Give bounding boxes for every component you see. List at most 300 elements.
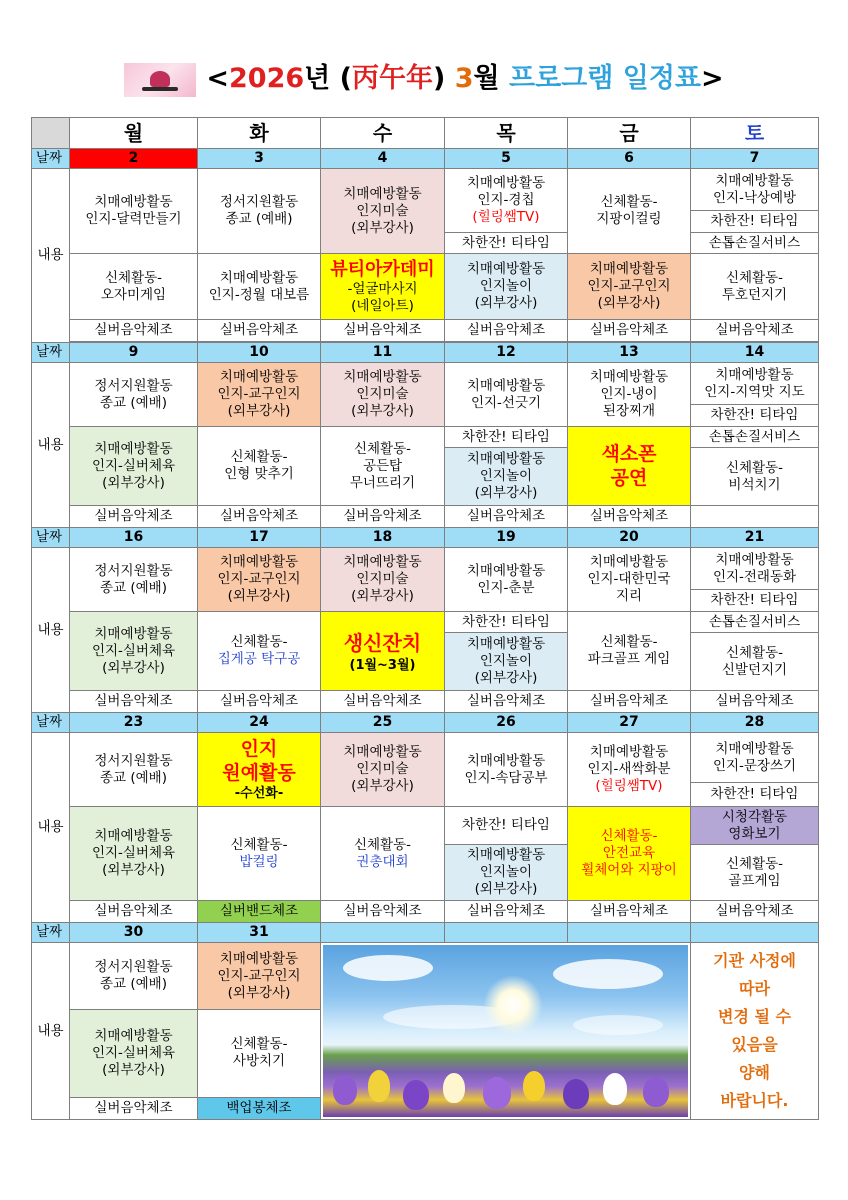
- program-text: 인지미술: [356, 761, 409, 777]
- date-cell: [691, 923, 819, 943]
- program-text: 치매예방활동: [466, 562, 546, 579]
- program-text: 종교 (예배): [100, 769, 167, 786]
- program-text: 인지-경칩: [477, 192, 535, 208]
- program-text: (외부강사): [474, 670, 538, 686]
- program-text: 신체활동-: [725, 459, 784, 476]
- date-label: 날짜: [32, 343, 70, 363]
- program-text: 색소폰: [601, 443, 657, 465]
- date-cell: 10: [198, 343, 321, 363]
- program-text: 뷰티아카데미: [330, 258, 435, 280]
- program-text: 손톱손질서비스: [708, 234, 801, 251]
- title-month: 3: [454, 63, 474, 94]
- program-cell: [321, 807, 445, 901]
- program-text: 치매예방활동: [219, 950, 299, 967]
- date-row: [32, 343, 819, 363]
- program-text: 권총대회: [356, 853, 409, 870]
- program-text: 치매예방활동: [94, 828, 173, 844]
- program-text: 인지-실버체육: [91, 642, 176, 659]
- date-cell: 4: [321, 149, 445, 169]
- program-text: 치매예방활동: [219, 269, 299, 286]
- date-cell: 12: [445, 343, 568, 363]
- date-cell: 23: [70, 713, 198, 733]
- weekday-header-row: [32, 118, 819, 149]
- date-cell: 26: [445, 713, 568, 733]
- program-cell: [568, 254, 691, 320]
- program-cell: [198, 807, 321, 901]
- date-cell: 13: [568, 343, 691, 363]
- program-text: 치매예방활동: [343, 744, 422, 760]
- program-text: 오자미게임: [100, 286, 167, 303]
- program-text: 차한잔! 티타임: [462, 234, 550, 251]
- program-text: (외부강사): [102, 659, 165, 676]
- program-cell: [691, 590, 819, 612]
- program-text: 신체활동-: [600, 194, 658, 210]
- program-cell: [70, 1010, 198, 1097]
- program-cell: [568, 427, 691, 506]
- program-text: 치매예방활동: [94, 625, 173, 642]
- program-text: 비석치기: [728, 476, 781, 493]
- music-cell: 실버음악체조: [568, 901, 691, 923]
- title-ganji: 丙午年: [351, 63, 433, 94]
- program-cell: [691, 783, 819, 807]
- program-cell: [445, 233, 568, 254]
- music-cell: 실버음악체조: [568, 320, 691, 342]
- content-label: 내용: [32, 548, 70, 713]
- weekday-fri: 금: [568, 118, 691, 149]
- program-cell: [691, 548, 819, 590]
- program-cell: [445, 807, 568, 845]
- program-text: 공연: [610, 467, 648, 489]
- program-cell: [691, 405, 819, 427]
- program-cell: [691, 211, 819, 233]
- program-cell: [691, 233, 819, 254]
- program-text: (외부강사): [102, 862, 165, 878]
- date-label: 날짜: [32, 528, 70, 548]
- program-text: 치매예방활동: [94, 440, 173, 457]
- program-text: (외부강사): [351, 403, 414, 419]
- program-text: 지리: [615, 588, 643, 604]
- program-text: (외부강사): [102, 474, 165, 491]
- program-text: 치매예방활동: [589, 369, 669, 385]
- schedule-table: [31, 117, 819, 1120]
- program-text: 치매예방활동: [715, 172, 794, 189]
- program-text: 휠체어와 지팡이: [581, 862, 677, 878]
- horse-logo-icon: [124, 63, 196, 97]
- program-text: 인형 맞추기: [224, 466, 294, 482]
- music-cell: 실버음악체조: [445, 691, 568, 713]
- program-text: 인지-대한민국: [587, 571, 671, 587]
- date-row: [32, 713, 819, 733]
- program-cell: [691, 363, 819, 405]
- music-cell: 실버음악체조: [321, 691, 445, 713]
- program-text: 신체활동-: [230, 449, 288, 465]
- notice-text: 바랍니다.: [720, 1091, 789, 1110]
- title-name: 프로그램 일정표: [509, 63, 701, 94]
- program-text: 종교 (예배): [100, 394, 167, 411]
- program-cell: [70, 733, 198, 807]
- notice-text: 있음을: [731, 1035, 778, 1054]
- program-text: 차한잔! 티타임: [710, 592, 799, 608]
- music-cell: 실버음악체조: [70, 506, 198, 528]
- program-cell: [568, 612, 691, 691]
- program-text: 치매예방활동: [343, 369, 422, 385]
- program-text: 신체활동-: [230, 1036, 288, 1053]
- program-text: (외부강사): [474, 485, 538, 501]
- program-text: 치매예방활동: [589, 554, 669, 570]
- program-cell: [691, 845, 819, 901]
- date-cell: 21: [691, 528, 819, 548]
- program-text: 안전교육: [602, 845, 656, 861]
- program-cell: [321, 548, 445, 612]
- program-cell: [321, 254, 445, 320]
- date-cell: [321, 923, 445, 943]
- program-text: 치매예방활동: [589, 261, 669, 277]
- music-cell: 실버음악체조: [198, 691, 321, 713]
- header-corner: [32, 118, 70, 149]
- program-text: 치매예방활동: [466, 847, 546, 863]
- program-cell: [198, 612, 321, 691]
- program-text: 인지-선긋기: [470, 394, 542, 411]
- program-cell: [568, 807, 691, 901]
- program-text: 치매예방활동: [466, 636, 546, 652]
- date-cell: 19: [445, 528, 568, 548]
- program-text: 차한잔! 티타임: [710, 213, 799, 229]
- program-text: 신발던지기: [721, 661, 788, 678]
- program-text: (외부강사): [227, 588, 291, 604]
- program-text: 치매예방활동: [589, 744, 669, 760]
- program-text: 된장찌개: [602, 403, 656, 419]
- program-cell: [321, 427, 445, 506]
- program-text: 인지-실버체육: [91, 845, 176, 861]
- date-row: [32, 528, 819, 548]
- program-cell: [445, 169, 568, 233]
- program-text: 인지-새싹화분: [587, 761, 671, 777]
- flower-field-image: [323, 945, 688, 1117]
- program-text: 정서지원활동: [94, 752, 173, 769]
- date-cell: 7: [691, 149, 819, 169]
- program-cell: [691, 612, 819, 633]
- program-text: 신체활동-: [600, 634, 658, 650]
- program-text: 신체활동-: [600, 828, 658, 844]
- program-text: 인지-냉이: [600, 386, 658, 402]
- program-text: 지팡이컬링: [596, 211, 662, 227]
- program-cell: [198, 427, 321, 506]
- program-text: 치매예방활동: [343, 185, 422, 202]
- program-cell: [691, 807, 819, 845]
- program-text: 종교 (예배): [225, 211, 293, 227]
- program-text: (외부강사): [351, 778, 414, 794]
- program-cell: [321, 169, 445, 254]
- program-text: 치매예방활동: [466, 451, 546, 467]
- program-text: 인지-교구인지: [217, 386, 301, 402]
- program-cell: [568, 363, 691, 427]
- program-cell: [198, 733, 321, 807]
- program-text: 인지-교구인지: [587, 278, 671, 294]
- program-text: 치매예방활동: [466, 377, 546, 394]
- title-bracket-open: <: [206, 63, 229, 94]
- program-text: 인지-실버체육: [91, 1044, 176, 1061]
- music-cell: 실버음악체조: [70, 901, 198, 923]
- program-text: 차한잔! 티타임: [462, 613, 550, 630]
- weekday-thu: 목: [445, 118, 568, 149]
- program-text: 영화보기: [728, 825, 781, 842]
- date-cell: 24: [198, 713, 321, 733]
- music-cell: 실버음악체조: [321, 901, 445, 923]
- program-cell: [445, 254, 568, 320]
- date-cell: 25: [321, 713, 445, 733]
- date-cell: 5: [445, 149, 568, 169]
- program-text: 치매예방활동: [715, 551, 794, 568]
- music-cell: 실버음악체조: [321, 320, 445, 342]
- program-text: 차한잔! 티타임: [462, 428, 550, 445]
- date-cell: 30: [70, 923, 198, 943]
- program-text: (힐링쌤TV): [595, 778, 663, 794]
- program-text: 집게공 탁구공: [217, 651, 301, 667]
- program-text: 치매예방활동: [219, 369, 299, 385]
- program-text: 차한잔! 티타임: [710, 407, 799, 423]
- program-text: 신체활동-: [725, 644, 784, 661]
- date-cell: 27: [568, 713, 691, 733]
- program-text: 치매예방활동: [466, 752, 546, 769]
- music-cell: 실버음악체조: [70, 320, 198, 342]
- program-text: 종교 (예배): [100, 579, 167, 596]
- program-text: 원예활동: [222, 762, 296, 784]
- program-text: (네일아트): [351, 297, 414, 314]
- program-cell: [198, 169, 321, 254]
- program-text: 차한잔! 티타임: [462, 817, 550, 833]
- program-text: 인지-춘분: [477, 579, 535, 596]
- program-text: 신체활동-: [353, 836, 412, 853]
- program-text: 인지-지역맛 지도: [704, 383, 805, 400]
- program-text: 무너뜨리기: [349, 474, 416, 491]
- music-cell: 백업봉체조: [198, 1097, 321, 1119]
- music-cell: 실버음악체조: [198, 506, 321, 528]
- program-text: 치매예방활동: [343, 554, 422, 570]
- program-cell: [198, 548, 321, 612]
- program-cell: [70, 612, 198, 691]
- program-text: 인지-전래동화: [712, 568, 797, 585]
- title-year: 2026: [229, 63, 305, 94]
- program-cell: [568, 169, 691, 254]
- program-cell: [445, 548, 568, 612]
- program-cell: [321, 612, 445, 691]
- program-text: 밥컬링: [239, 853, 279, 870]
- program-cell: [691, 169, 819, 211]
- program-text: 치매예방활동: [715, 366, 794, 383]
- weekday-tue: 화: [198, 118, 321, 149]
- notice-text: 기관 사정에: [713, 951, 796, 970]
- program-cell: [445, 733, 568, 807]
- program-text: 시청각활동: [721, 808, 788, 825]
- program-text: (외부강사): [474, 881, 538, 897]
- program-cell: [70, 169, 198, 254]
- program-text: (외부강사): [227, 403, 291, 419]
- program-cell: [445, 612, 568, 633]
- music-cell: [691, 506, 819, 528]
- program-text: 차한잔! 티타임: [710, 786, 799, 802]
- music-cell: 실버음악체조: [568, 506, 691, 528]
- program-text: 인지-속담공부: [464, 769, 548, 786]
- date-cell: 2: [70, 149, 198, 169]
- program-cell: [321, 363, 445, 427]
- program-text: (외부강사): [597, 295, 661, 311]
- program-text: 인지-교구인지: [217, 571, 301, 587]
- program-cell: [70, 548, 198, 612]
- program-text: 인지-정월 대보름: [208, 286, 310, 303]
- music-cell: 실버음악체조: [691, 691, 819, 713]
- content-label: 내용: [32, 363, 70, 528]
- music-cell: 실버음악체조: [70, 1097, 198, 1119]
- program-text: 인지-실버체육: [91, 457, 176, 474]
- music-cell: 실버음악체조: [70, 691, 198, 713]
- program-text: 사방치기: [232, 1053, 286, 1070]
- program-cell: [445, 845, 568, 901]
- music-cell: 실버음악체조: [568, 691, 691, 713]
- date-cell: 17: [198, 528, 321, 548]
- title-month-suffix: 월: [473, 63, 510, 94]
- date-cell: 3: [198, 149, 321, 169]
- program-cell: [70, 807, 198, 901]
- music-cell: 실버음악체조: [691, 901, 819, 923]
- date-row: [32, 923, 819, 943]
- program-text: 정서지원활동: [94, 377, 173, 394]
- notice-text: 변경 될 수: [718, 1007, 791, 1026]
- program-text: (외부강사): [102, 1061, 165, 1078]
- date-cell: 11: [321, 343, 445, 363]
- weekday-mon: 월: [70, 118, 198, 149]
- program-text: 정서지원활동: [94, 562, 173, 579]
- program-cell: [568, 733, 691, 807]
- program-text: 인지미술: [356, 386, 409, 402]
- music-cell: 실버음악체조: [691, 320, 819, 342]
- program-text: 인지놀이: [479, 278, 533, 294]
- program-text: 치매예방활동: [715, 740, 794, 757]
- program-text: (외부강사): [227, 984, 291, 1001]
- content-label: 내용: [32, 733, 70, 923]
- content-label: 내용: [32, 169, 70, 343]
- date-cell: 6: [568, 149, 691, 169]
- program-text: 신체활동-: [725, 855, 784, 872]
- program-text: 인지미술: [356, 571, 409, 587]
- program-cell: [691, 427, 819, 448]
- music-cell: 실버음악체조: [321, 506, 445, 528]
- program-cell: [568, 548, 691, 612]
- music-cell: 실버음악체조: [445, 901, 568, 923]
- program-text: 인지-교구인지: [217, 967, 301, 984]
- program-text: 인지미술: [356, 202, 409, 219]
- date-cell: 14: [691, 343, 819, 363]
- program-text: 신체활동-: [230, 634, 288, 650]
- program-cell: [691, 633, 819, 691]
- program-text: 치매예방활동: [466, 261, 546, 277]
- date-cell: [568, 923, 691, 943]
- date-cell: 31: [198, 923, 321, 943]
- music-cell: 실버밴드체조: [198, 901, 321, 923]
- program-text: -수선화-: [234, 786, 284, 801]
- program-text: (외부강사): [474, 295, 538, 311]
- program-text: 치매예방활동: [94, 1027, 173, 1044]
- program-text: 골프게임: [728, 872, 781, 889]
- program-text: (힐링쌤TV): [472, 209, 540, 225]
- program-text: 손톱손질서비스: [708, 428, 801, 445]
- date-row: [32, 149, 819, 169]
- program-text: 손톱손질서비스: [708, 613, 801, 630]
- date-label: 날짜: [32, 923, 70, 943]
- program-text: 신체활동-: [353, 440, 412, 457]
- program-text: 파크골프 게임: [587, 651, 671, 667]
- program-cell: [70, 427, 198, 506]
- title-paren-close: ): [432, 63, 455, 94]
- sun-icon: [483, 975, 543, 1035]
- program-cell: [445, 448, 568, 506]
- program-text: 치매예방활동: [219, 554, 299, 570]
- program-text: 정서지원활동: [219, 194, 299, 210]
- program-text: 투호던지기: [721, 286, 788, 303]
- title-bracket-close: >: [701, 63, 724, 94]
- program-text: 신체활동-: [230, 836, 288, 853]
- program-cell: [198, 1010, 321, 1097]
- date-cell: [445, 923, 568, 943]
- program-text: (외부강사): [351, 588, 414, 604]
- program-text: 신체활동-: [725, 269, 784, 286]
- date-cell: 16: [70, 528, 198, 548]
- notice-cell: [691, 943, 819, 1120]
- program-cell: [691, 254, 819, 320]
- page-title: [0, 58, 848, 100]
- program-text: 치매예방활동: [94, 194, 173, 210]
- date-cell: 28: [691, 713, 819, 733]
- program-text: 인지-문장쓰기: [712, 757, 797, 774]
- program-text: 인지놀이: [479, 468, 533, 484]
- program-text: (1월~3월): [349, 657, 416, 673]
- program-cell: [691, 448, 819, 506]
- date-cell: 20: [568, 528, 691, 548]
- title-year-suffix: 년 (: [304, 63, 352, 94]
- program-text: 인지놀이: [479, 653, 533, 669]
- program-cell: [70, 363, 198, 427]
- program-text: -얼굴마사지: [347, 280, 418, 297]
- program-cell: [321, 733, 445, 807]
- music-cell: 실버음악체조: [198, 320, 321, 342]
- program-text: 인지: [240, 738, 278, 760]
- program-text: 치매예방활동: [466, 175, 546, 191]
- program-text: 인지-달력만들기: [85, 211, 182, 227]
- program-text: 인지-낙상예방: [712, 189, 797, 206]
- spring-flowers-photo: [321, 943, 691, 1120]
- program-text: 종교 (예배): [100, 976, 167, 993]
- date-cell: 18: [321, 528, 445, 548]
- notice-text: 따라: [739, 979, 770, 998]
- program-cell: [70, 943, 198, 1010]
- program-text: (외부강사): [351, 219, 414, 236]
- program-cell: [198, 254, 321, 320]
- program-cell: [70, 254, 198, 320]
- program-cell: [445, 363, 568, 427]
- program-text: 생신잔치: [343, 630, 422, 655]
- program-cell: [691, 733, 819, 783]
- program-cell: [198, 943, 321, 1010]
- weekday-sat: 토: [691, 118, 819, 149]
- content-label: 내용: [32, 943, 70, 1120]
- date-cell: 9: [70, 343, 198, 363]
- program-cell: [445, 633, 568, 691]
- notice-text: 양해: [739, 1063, 770, 1082]
- program-text: 인지놀이: [479, 864, 533, 880]
- program-text: 정서지원활동: [94, 959, 173, 976]
- date-label: 날짜: [32, 149, 70, 169]
- program-text: 공든탑: [362, 457, 403, 474]
- date-label: 날짜: [32, 713, 70, 733]
